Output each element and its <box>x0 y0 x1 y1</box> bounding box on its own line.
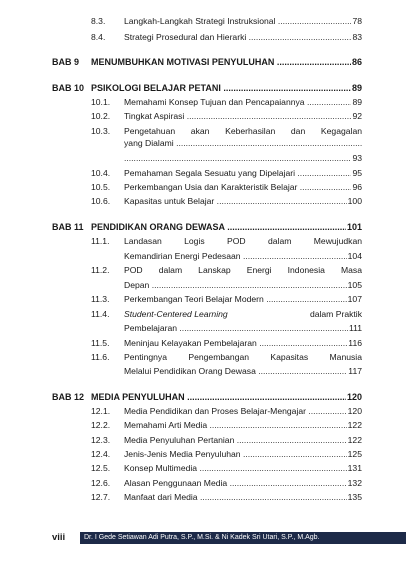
section-number: 10.4. <box>91 168 111 178</box>
page-number: 132 <box>347 478 362 488</box>
section-title: Pemahaman Segala Sesuatu yang Dipelajari ..... <box>124 168 362 179</box>
section-title: Jenis-Jenis Media Penyuluhan ..... <box>124 449 362 460</box>
page-number: 89 <box>351 83 362 93</box>
section-title: Alasan Penggunaan Media ..... <box>124 478 362 489</box>
section-title-line1: POD dalam Lanskap Energi Indonesia Masa <box>124 265 362 275</box>
section-title: Kapasitas untuk Belajar ..... <box>124 196 362 207</box>
section-number: 12.2. <box>91 420 111 430</box>
section-number: 11.3. <box>91 294 110 304</box>
page-number: 116 <box>348 338 362 348</box>
section-number: 12.4. <box>91 449 111 459</box>
chapter-title: PENDIDIKAN ORANG DEWASA ..... <box>91 222 362 233</box>
section-number: 8.3. <box>91 16 106 26</box>
section-title: Memahami Arti Media ..... <box>124 420 362 431</box>
section-title: Manfaat dari Media ..... <box>124 492 362 503</box>
leader-dots <box>124 153 362 164</box>
section-number: 11.2. <box>91 265 110 275</box>
page-number: 125 <box>347 449 362 459</box>
chapter-title: MEDIA PENYULUHAN ..... <box>91 392 362 403</box>
section-title-line2: Melalui Pendidikan Orang Dewasa ..... <box>124 366 362 377</box>
section-title: Perkembangan Usia dan Karakteristik Belajar ..... <box>124 182 362 193</box>
page-number: 104 <box>347 251 362 261</box>
page-number: 105 <box>347 280 362 290</box>
section-title-line2: yang Dialami ..... <box>124 138 362 149</box>
author-band: Dr. I Gede Setiawan Adi Putra, S.P., M.Si. & Ni Kadek Sri Utari, S.P., M.Agb. <box>80 532 406 544</box>
section-title: Perkembangan Teori Belajar Modern ..... <box>124 294 362 305</box>
chapter-number: BAB 12 <box>52 392 85 402</box>
page-number: 93 <box>352 153 362 163</box>
page-number: 120 <box>346 392 362 402</box>
section-number: 10.5. <box>91 182 111 192</box>
section-number: 10.3. <box>91 126 111 136</box>
page-number: 120 <box>347 406 362 416</box>
page-number: 83 <box>352 32 362 42</box>
section-title: Media Pendidikan dan Proses Belajar-Mengajar ..... <box>124 406 362 417</box>
section-number: 12.3. <box>91 435 111 445</box>
section-number: 12.7. <box>91 492 111 502</box>
chapter-number: BAB 11 <box>52 222 84 232</box>
section-number: 11.1. <box>91 236 110 246</box>
section-title: Media Penyuluhan Pertanian ..... <box>124 435 362 446</box>
page-number: 122 <box>347 435 362 445</box>
section-number: 10.1. <box>91 97 111 107</box>
section-title-line1: Pengetahuan akan Keberhasilan dan Kegagalan <box>124 126 362 136</box>
page-number: 96 <box>352 182 362 192</box>
section-number: 11.4. <box>91 309 110 319</box>
page-number: 131 <box>347 463 362 473</box>
page-number: 111 <box>348 323 362 333</box>
page-number: 92 <box>352 111 362 121</box>
page-number: 101 <box>346 222 362 232</box>
title-rest: dalam Praktik <box>309 309 362 319</box>
section-title: Meninjau Kelayakan Pembelajaran ..... <box>124 338 362 349</box>
section-number: 11.5. <box>91 338 110 348</box>
page-number: 107 <box>347 294 362 304</box>
section-number: 8.4. <box>91 32 106 42</box>
footer-page-number: viii <box>52 532 66 543</box>
section-number: 10.2. <box>91 111 111 121</box>
chapter-title: PSIKOLOGI BELAJAR PETANI ..... <box>91 83 362 94</box>
section-number: 10.6. <box>91 196 111 206</box>
section-number: 12.1. <box>91 406 111 416</box>
page-footer <box>52 532 363 544</box>
chapter-title: MENUMBUHKAN MOTIVASI PENYULUHAN ..... <box>91 57 362 68</box>
page-number: 117 <box>348 366 362 376</box>
section-number: 11.6. <box>91 352 110 362</box>
italic-term: Student-Centered Learning <box>124 309 228 319</box>
section-title-line2: Pembelajaran ..... <box>124 323 362 334</box>
section-title-line2: Kemandirian Energi Pedesaan ..... <box>124 251 362 262</box>
page-number: 100 <box>347 196 362 206</box>
page-number: 78 <box>352 16 362 26</box>
section-number: 12.6. <box>91 478 111 488</box>
section-title-line2: Depan ..... <box>124 280 362 291</box>
section-title-line1 <box>124 309 362 320</box>
section-number: 12.5. <box>91 463 111 473</box>
section-title-line1: Pentingnya Pengembangan Kapasitas Manusia <box>124 352 362 362</box>
section-title: Langkah-Langkah Strategi Instruksional ..... <box>124 16 362 27</box>
page-number: 86 <box>351 57 362 67</box>
section-title: Konsep Multimedia ..... <box>124 463 362 474</box>
page-number: 122 <box>347 420 362 430</box>
section-title-line1: Landasan Logis POD dalam Mewujudkan <box>124 236 362 246</box>
page-number: 135 <box>347 492 362 502</box>
page-number: 95 <box>352 168 362 178</box>
chapter-number: BAB 9 <box>52 57 80 67</box>
section-title: Tingkat Aspirasi ..... <box>124 111 362 122</box>
chapter-number: BAB 10 <box>52 83 85 93</box>
section-title: Memahami Konsep Tujuan dan Pencapaiannya ..... <box>124 97 362 108</box>
page-number: 89 <box>352 97 362 107</box>
section-title: Strategi Prosedural dan Hierarki ..... <box>124 32 362 43</box>
